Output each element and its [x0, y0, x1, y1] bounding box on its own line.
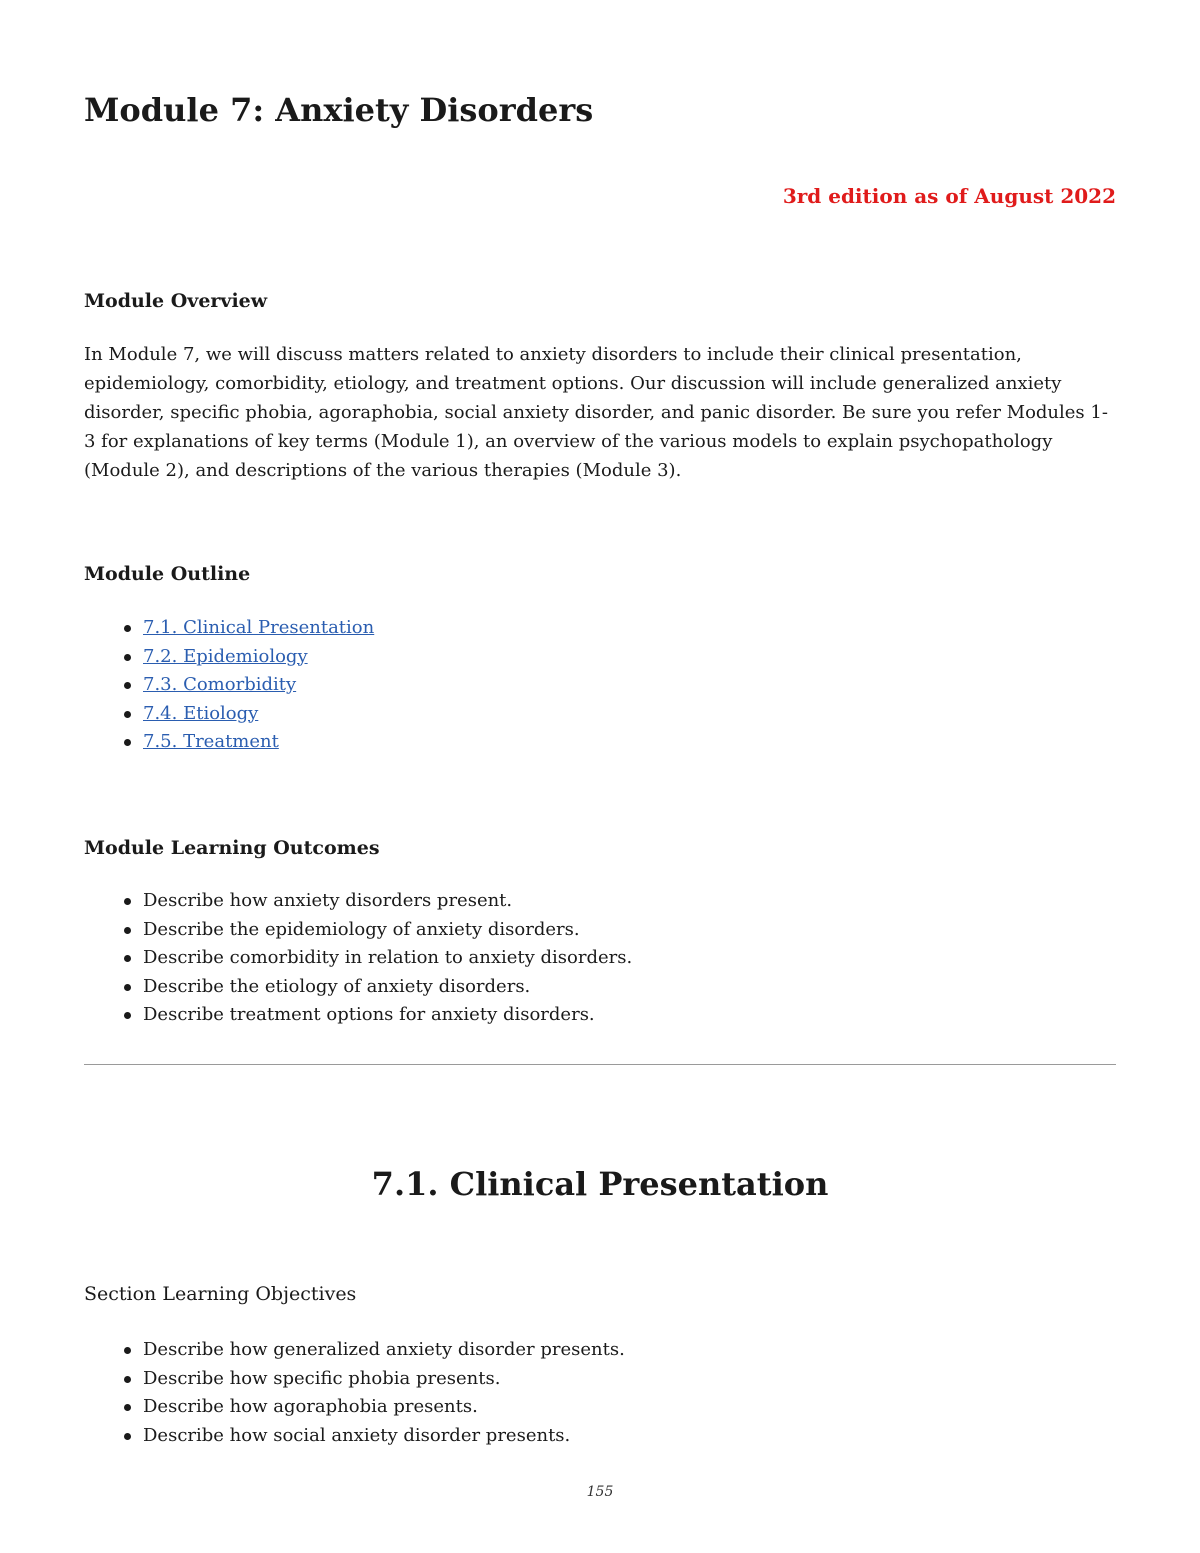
- outline-heading: Module Outline: [84, 563, 251, 585]
- outline-item: [84, 643, 374, 672]
- overview-heading: Module Overview: [84, 290, 268, 312]
- bullet-icon: [124, 898, 131, 905]
- outcomes-heading: Module Learning Outcomes: [84, 837, 380, 859]
- bullet-icon: [124, 1404, 131, 1411]
- bullet-icon: [124, 955, 131, 962]
- bullet-icon: [124, 1012, 131, 1019]
- outcome-item: [84, 1001, 632, 1030]
- bullet-icon: [124, 1376, 131, 1383]
- outline-item: [84, 700, 374, 729]
- outcome-item: [84, 887, 632, 916]
- objective-text: Describe how social anxiety disorder presents.: [143, 1424, 571, 1446]
- outcome-text: Describe how anxiety disorders present.: [143, 890, 513, 911]
- bullet-icon: [124, 984, 131, 991]
- outline-link-epidemiology[interactable]: 7.2. Epidemiology: [143, 645, 308, 667]
- page-number: 155: [586, 1484, 614, 1500]
- outline-item: [84, 728, 374, 757]
- outcome-item: [84, 944, 632, 973]
- section-divider: [84, 1064, 1116, 1065]
- objectives-list: [84, 1336, 625, 1450]
- outline-link-etiology[interactable]: 7.4. Etiology: [143, 702, 259, 724]
- section-title: 7.1. Clinical Presentation: [371, 1165, 829, 1203]
- objective-text: Describe how generalized anxiety disorder presents.: [143, 1339, 625, 1360]
- objective-text: Describe how agoraphobia presents.: [143, 1396, 478, 1417]
- outcome-text: Describe treatment options for anxiety disorders.: [143, 1004, 595, 1025]
- outline-link-treatment[interactable]: 7.5. Treatment: [143, 731, 279, 752]
- bullet-icon: [124, 1347, 131, 1354]
- outcomes-list: [84, 887, 632, 1030]
- outline-item: [84, 614, 374, 643]
- objective-item: [84, 1365, 625, 1394]
- bullet-icon: [124, 1433, 131, 1440]
- objective-item: [84, 1422, 625, 1451]
- outline-link-comorbidity[interactable]: 7.3. Comorbidity: [143, 674, 297, 695]
- outline-item: [84, 671, 374, 700]
- outline-list: [84, 614, 374, 757]
- objectives-heading: Section Learning Objectives: [84, 1283, 357, 1305]
- bullet-icon: [124, 625, 131, 632]
- outcome-text: Describe comorbidity in relation to anxiety disorders.: [143, 947, 633, 968]
- bullet-icon: [124, 739, 131, 746]
- edition-note: 3rd edition as of August 2022: [782, 184, 1116, 208]
- outcome-text: Describe the etiology of anxiety disorders.: [143, 975, 531, 997]
- outcome-text: Describe the epidemiology of anxiety disorders.: [143, 918, 580, 940]
- overview-paragraph: In Module 7, we will discuss matters related to anxiety disorders to include their clinical presentation, epidemiology, comorbidity, etiology, and treatment options. Our discussion will include generalized anxiety disorder, specific phobia, agoraphobia, social anxiety disorder, and panic disorder. Be sure you refer Modules 1-3 for explanations of key terms (Module 1), an overview of the various models to explain psychopathology (Module 2), and descriptions of the various therapies (Module 3).: [84, 344, 1108, 481]
- outcome-item: [84, 916, 632, 945]
- objective-text: Describe how specific phobia presents.: [143, 1367, 501, 1389]
- bullet-icon: [124, 927, 131, 934]
- objective-item: [84, 1336, 625, 1365]
- bullet-icon: [124, 682, 131, 689]
- outcome-item: [84, 973, 632, 1002]
- bullet-icon: [124, 654, 131, 661]
- module-title: Module 7: Anxiety Disorders: [84, 91, 594, 129]
- bullet-icon: [124, 711, 131, 718]
- outline-link-clinical-presentation[interactable]: 7.1. Clinical Presentation: [143, 617, 375, 638]
- objective-item: [84, 1393, 625, 1422]
